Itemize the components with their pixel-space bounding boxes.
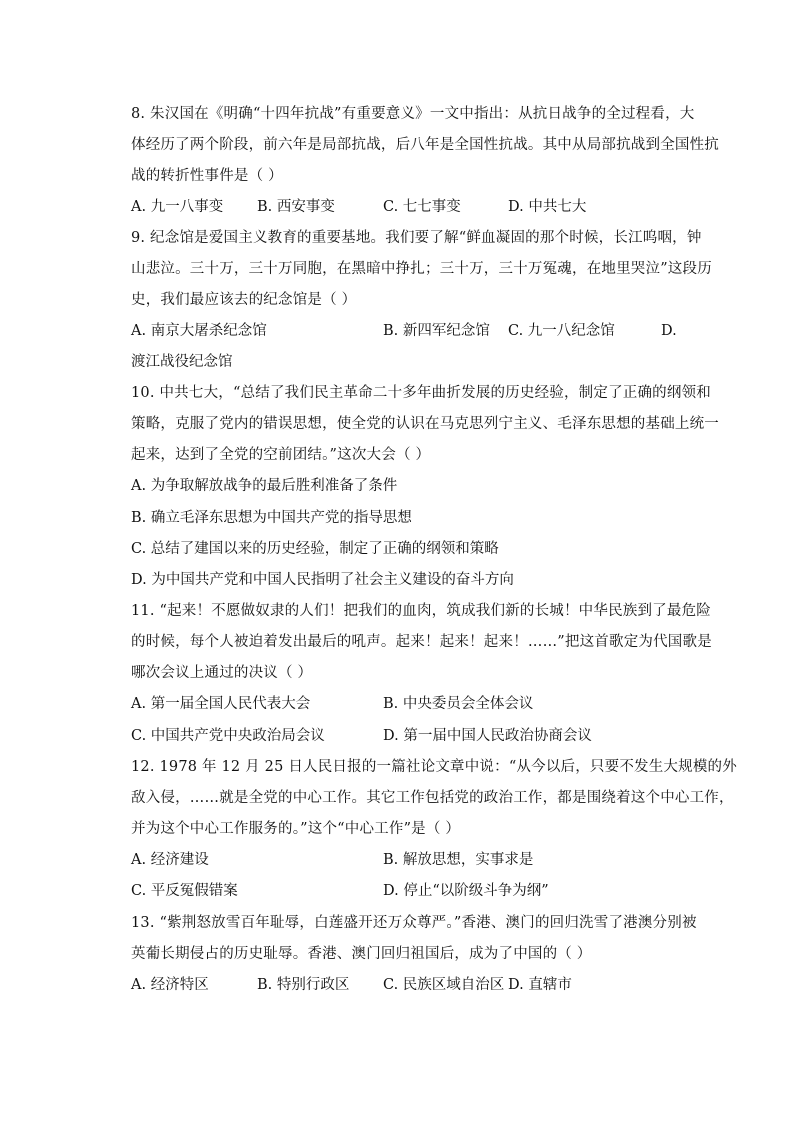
q10-option-b: B. 确立毛泽东思想为中国共产党的指导思想: [131, 510, 412, 526]
q9-stem-line-3: 史，我们最应该去的纪念馆是（ ）: [131, 292, 357, 308]
q10-stem-line-2: 策略，克服了党内的错误思想，使全党的认识在马克思列宁主义、毛泽东思想的基础上统一: [131, 416, 719, 432]
q12-stem-line-3: 并为这个中心工作服务的。”这个“中心工作”是（ ）: [131, 821, 461, 837]
q8-stem-line-3: 战的转折性事件是（ ）: [131, 168, 283, 184]
q11-option-a: A. 第一届全国人民代表大会: [131, 696, 311, 712]
q12-option-b: B. 解放思想，实事求是: [383, 852, 534, 868]
q11-stem-line-3: 哪次会议上通过的决议（ ）: [131, 665, 313, 681]
q13-option-d: D. 直辖市: [508, 977, 572, 993]
q9-stem-line-1: 9. 纪念馆是爱国主义教育的重要基地。我们要了解“鲜血凝固的那个时候，长江呜咽，钟: [131, 230, 702, 246]
q9-option-c: C. 九一八纪念馆: [508, 323, 615, 339]
q13-option-b: B. 特别行政区: [257, 977, 350, 993]
q8-stem-line-1: 8. 朱汉国在《明确“十四年抗战”有重要意义》一文中指出：从抗日战争的全过程看，大: [131, 106, 695, 122]
q13-option-c: C. 民族区域自治区: [383, 977, 505, 993]
q11-option-b: B. 中央委员会全体会议: [383, 696, 534, 712]
q10-stem-line-1: 10. 中共七大，“总结了我们民主革命二十多年曲折发展的历史经验，制定了正确的纲领和: [131, 385, 711, 401]
q11-option-c: C. 中国共产党中央政治局会议: [131, 728, 325, 744]
q9-option-b: B. 新四军纪念馆: [383, 323, 490, 339]
q9-option-a: A. 南京大屠杀纪念馆: [131, 323, 267, 339]
q12-stem-line-2: 敌入侵，……就是全党的中心工作。其它工作包括党的政治工作，都是围绕着这个中心工作，: [131, 790, 734, 806]
q12-option-a: A. 经济建设: [131, 852, 209, 868]
q10-option-a: A. 为争取解放战争的最后胜利准备了条件: [131, 478, 398, 494]
q9-option-d-text: 渡江战役纪念馆: [131, 354, 233, 370]
q8-option-d: D. 中共七大: [508, 199, 587, 215]
q12-option-d: D. 停止“以阶级斗争为纲”: [383, 883, 549, 899]
q13-stem-line-2: 英葡长期侵占的历史耻辱。香港、澳门回归祖国后，成为了中国的（ ）: [131, 946, 592, 962]
q10-stem-line-3: 起来，达到了全党的空前团结。”这次大会（ ）: [131, 447, 431, 463]
q11-stem-line-1: 11. “起来！不愿做奴隶的人们！把我们的血肉，筑成我们新的长城！中华民族到了最危险: [131, 603, 711, 619]
q8-stem-line-2: 体经历了两个阶段，前六年是局部抗战，后八年是全国性抗战。其中从局部抗战到全国性抗: [131, 137, 719, 153]
q12-stem-line-1: 12. 1978 年 12 月 25 日人民日报的一篇社论文章中说：“从今以后，只要不发生大规模的外: [131, 759, 737, 775]
q9-stem-line-2: 山悲泣。三十万，三十万同胞，在黑暗中挣扎；三十万，三十万冤魂，在地里哭泣”这段历: [131, 261, 712, 277]
q12-option-c: C. 平反冤假错案: [131, 883, 238, 899]
q13-stem-line-1: 13. “紫荆怒放雪百年耻辱，白莲盛开还万众尊严。”香港、澳门的回归洗雪了港澳分别被: [131, 915, 697, 931]
q8-option-c: C. 七七事变: [383, 199, 461, 215]
q11-stem-line-2: 的时候，每个人被迫着发出最后的吼声。起来！起来！起来！……”把这首歌定为代国歌是: [131, 634, 712, 650]
q10-option-c: C. 总结了建国以来的历史经验，制定了正确的纲领和策略: [131, 541, 499, 557]
q11-option-d: D. 第一届中国人民政治协商会议: [383, 728, 592, 744]
q13-option-a: A. 经济特区: [131, 977, 209, 993]
q8-option-a: A. 九一八事变: [131, 199, 224, 215]
q9-option-d-letter: D.: [661, 323, 677, 339]
q10-option-d: D. 为中国共产党和中国人民指明了社会主义建设的奋斗方向: [131, 572, 514, 588]
q8-option-b: B. 西安事变: [257, 199, 335, 215]
